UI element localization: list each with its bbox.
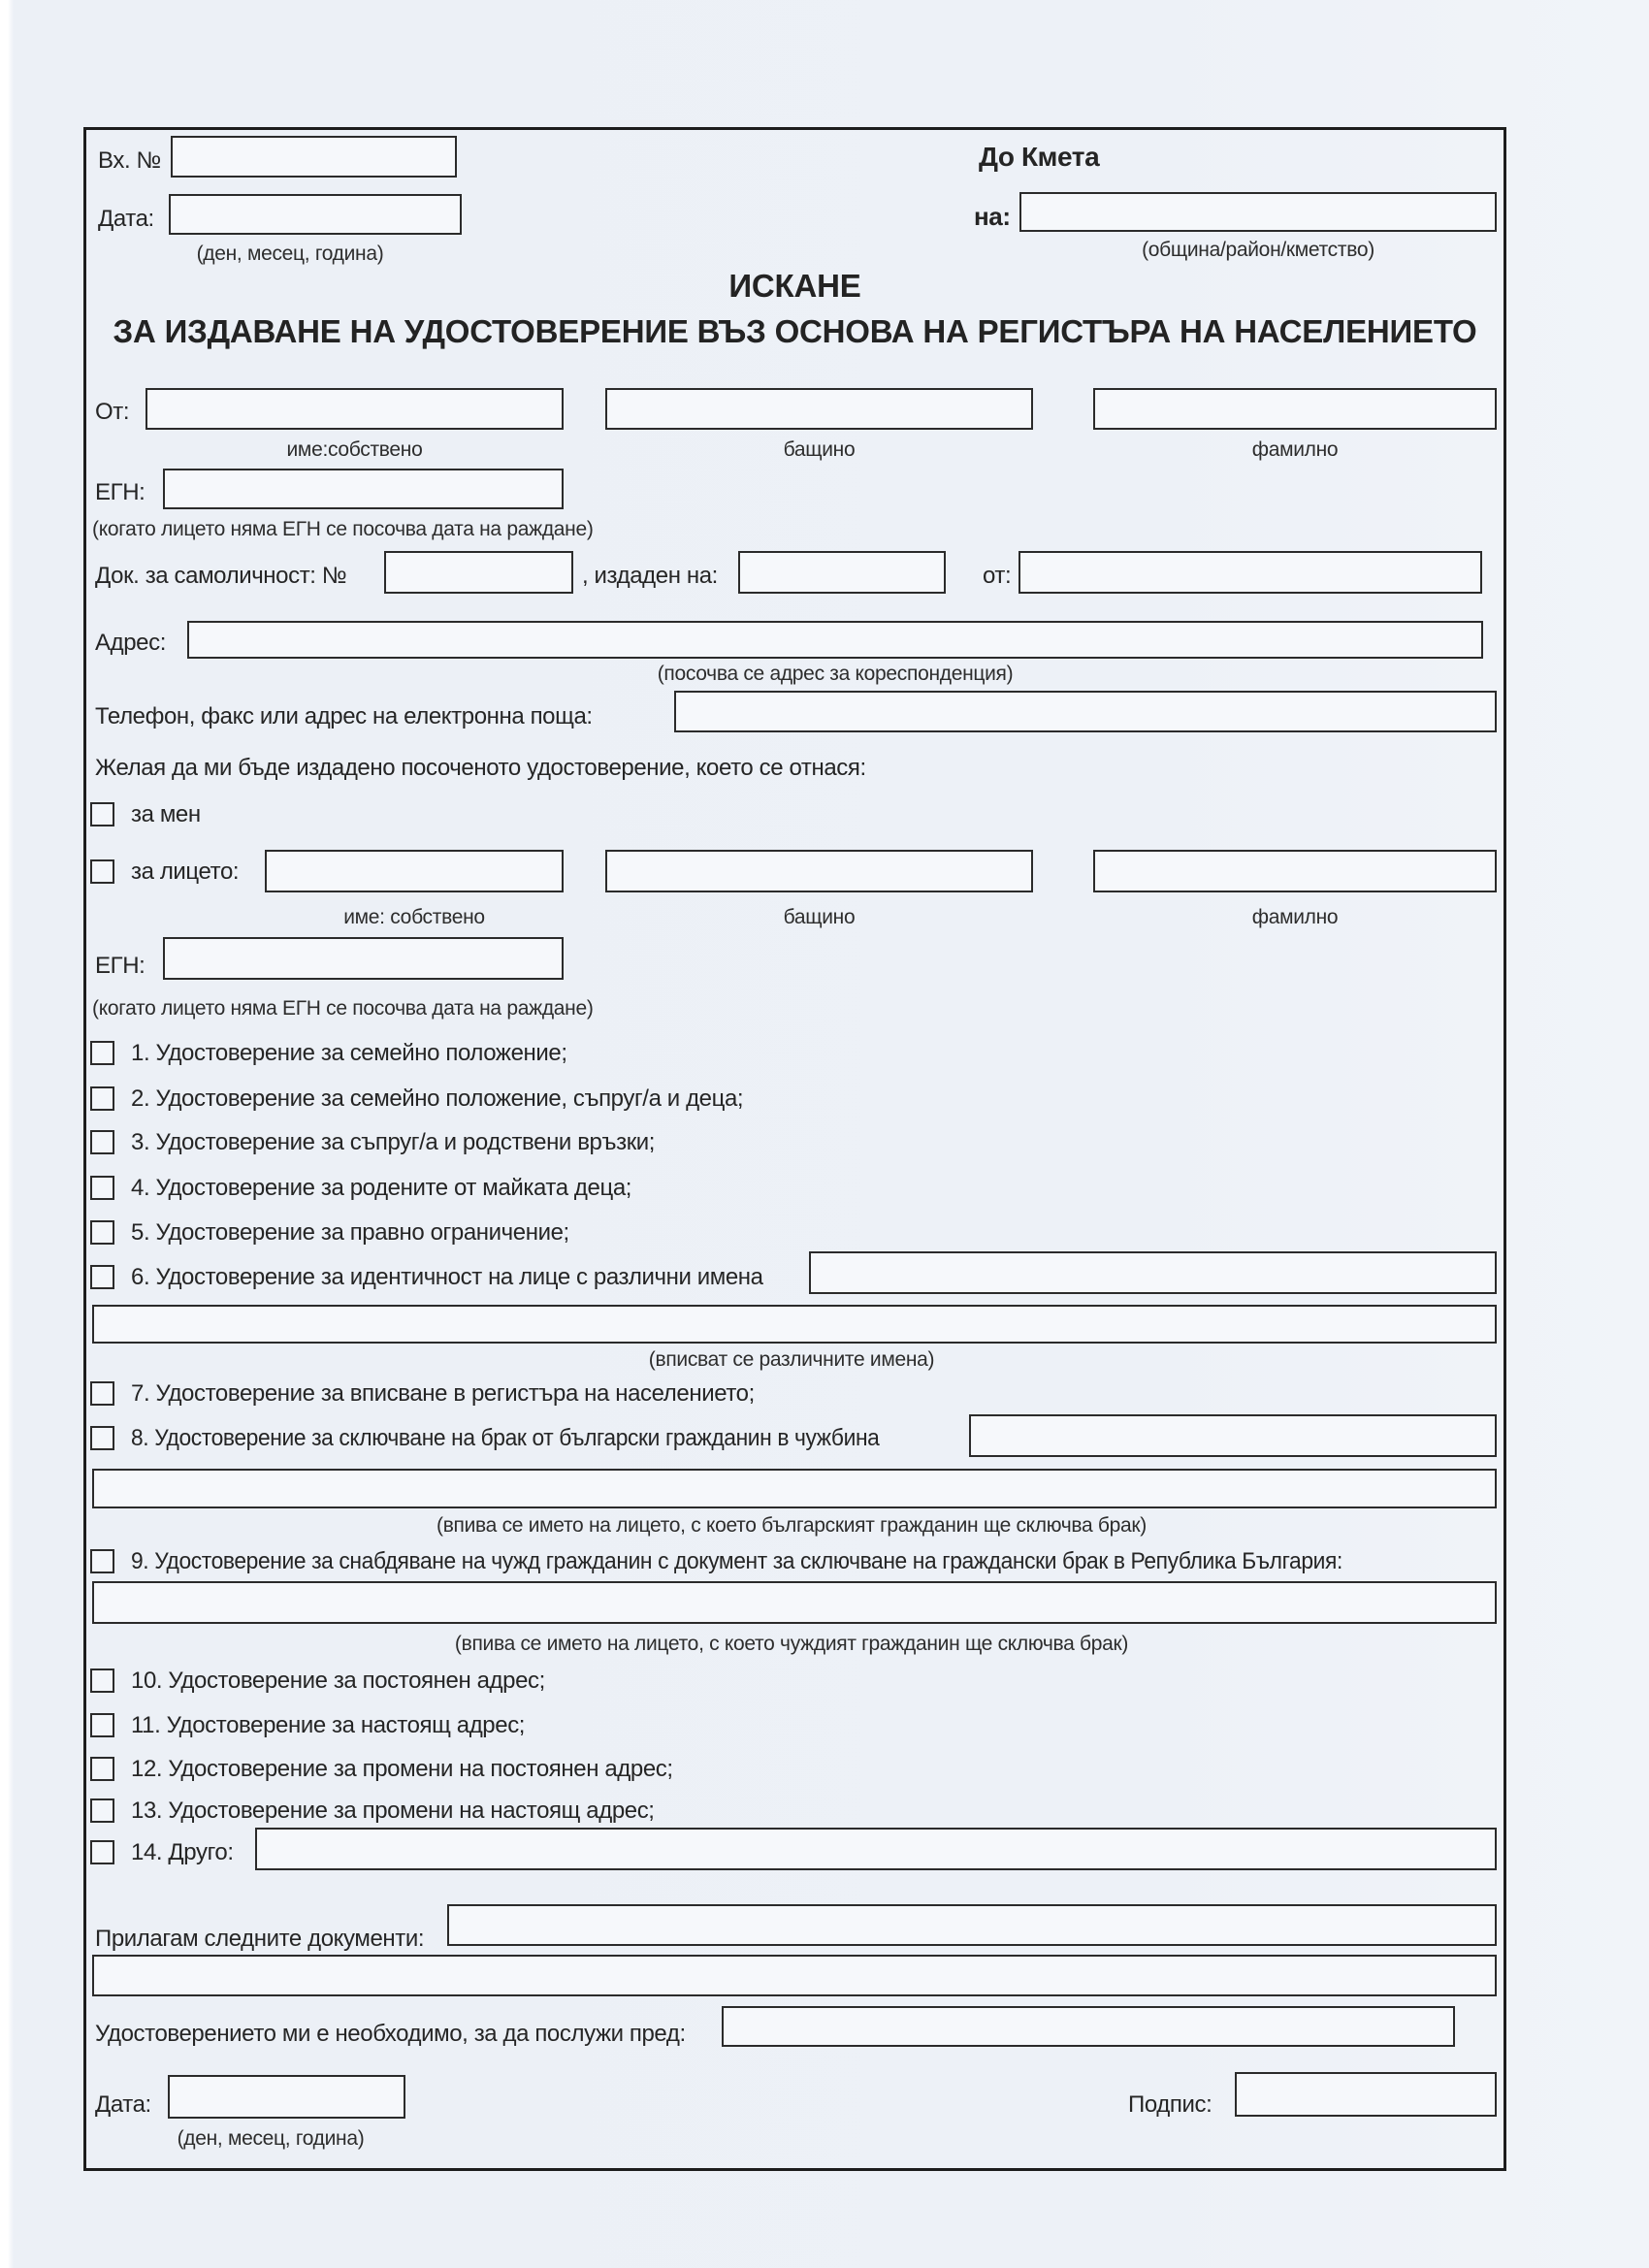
from-label: От: [95,399,130,425]
cert-9-spouse-input[interactable] [92,1581,1497,1624]
id-doc-label: Док. за самоличност: № [95,563,347,589]
person-egn-input[interactable] [163,937,564,980]
cert-6-label: 6. Удостоверение за идентичност на лице с различни имена [131,1264,763,1290]
cert-6-hint: (вписват се различните имена) [648,1348,935,1371]
for-me-row [90,801,201,828]
contact-input[interactable] [674,691,1497,732]
documents-label: Прилагам следните документи: [95,1926,425,1952]
cert-12-checkbox[interactable] [90,1757,114,1781]
person-middle-name-hint: бащино [783,906,856,928]
footer-date-label: Дата: [95,2091,151,2118]
cert-14-checkbox[interactable] [90,1840,114,1864]
cert-3-label: 3. Удостоверение за съпруг/а и родствени връзки; [131,1129,656,1155]
cert-item-1 [90,1040,567,1067]
cert-item-3 [90,1129,655,1156]
cert-item-11 [90,1712,525,1739]
contact-label: Телефон, факс или адрес на електронна поща: [95,703,593,729]
cert-13-label: 13. Удостоверение за промени на настоящ адрес; [131,1798,655,1824]
cert-7-label: 7. Удостоверение за вписване в регистъра на населението; [131,1380,755,1407]
date-input[interactable] [169,194,462,235]
purpose-input[interactable] [722,2006,1455,2047]
cert-14-label: 14. Друго: [131,1839,234,1865]
cert-8-hint: (впива се името на лицето, с което българският гражданин ще сключва брак) [436,1514,1147,1537]
form-title: ИСКАНЕ [728,268,861,304]
cert-11-label: 11. Удостоверение за настоящ адрес; [131,1712,526,1738]
person-egn-hint: (когато лицето няма ЕГН се посочва дата на раждане) [92,997,594,1020]
issuer-input[interactable] [1018,551,1482,594]
cert-8-checkbox[interactable] [90,1426,114,1450]
cert-item-2 [90,1085,743,1113]
cert-12-label: 12. Удостоверение за промени на постоянен адрес; [131,1756,673,1782]
cert-8-label: 8. Удостоверение за сключване на брак от български гражданин в чужбина [131,1425,880,1451]
address-input[interactable] [187,621,1483,659]
cert-item-10 [90,1668,545,1695]
egn-label: ЕГН: [95,479,146,505]
cert-item-4 [90,1175,631,1202]
cert-item-9 [90,1548,1406,1575]
applicant-first-name-hint: име:собствено [286,438,423,461]
cert-3-checkbox[interactable] [90,1130,114,1154]
footer-date-hint: (ден, месец, година) [177,2127,365,2150]
address-hint: (посочва се адрес за кореспонденция) [657,663,1014,685]
documents-input[interactable] [447,1904,1497,1946]
cert-8-spouse-input[interactable] [969,1414,1497,1457]
issued-by-label: от: [983,563,1012,589]
cert-6-names-extra-input[interactable] [92,1305,1497,1344]
person-last-name-hint: фамилно [1251,906,1339,928]
person-first-name-input[interactable] [265,850,564,892]
cert-5-label: 5. Удостоверение за правно ограничение; [131,1219,569,1246]
person-first-name-hint: име: собствено [343,906,485,928]
cert-item-13 [90,1798,655,1825]
footer-date-input[interactable] [168,2075,405,2119]
signature-label: Подпис: [1128,2091,1212,2118]
person-middle-name-input[interactable] [605,850,1033,892]
date-hint: (ден, месец, година) [196,243,384,265]
cert-8-spouse-extra-input[interactable] [92,1469,1497,1508]
cert-2-checkbox[interactable] [90,1086,114,1111]
cert-10-checkbox[interactable] [90,1669,114,1693]
cert-9-hint: (впива се името на лицето, с което чуждият гражданин ще сключва брак) [454,1633,1129,1655]
cert-14-other-input[interactable] [255,1828,1497,1870]
cert-6-names-input[interactable] [809,1251,1497,1294]
for-person-row [90,859,239,886]
entry-number-label: Вх. № [98,147,161,174]
documents-extra-input[interactable] [92,1955,1497,1996]
cert-9-checkbox[interactable] [90,1549,114,1573]
cert-11-checkbox[interactable] [90,1713,114,1737]
cert-item-6 [90,1264,763,1291]
cert-10-label: 10. Удостоверение за постоянен адрес; [131,1668,545,1694]
signature-input[interactable] [1235,2072,1497,2117]
cert-1-checkbox[interactable] [90,1041,114,1065]
date-label: Дата: [98,206,154,232]
cert-6-checkbox[interactable] [90,1265,114,1289]
cert-9-label: 9. Удостоверение за снабдяване на чужд гражданин с документ за сключване на граждански брак в Република България: [131,1548,1342,1574]
person-last-name-input[interactable] [1093,850,1497,892]
addressee-label: До Кмета [979,142,1100,172]
request-intro: Желая да ми бъде издадено посоченото удостоверение, което се отнася: [95,755,866,781]
request-form [83,127,1506,2171]
entry-number-input[interactable] [171,136,457,178]
of-label: на: [974,202,1011,231]
form-subtitle: ЗА ИЗДАВАНЕ НА УДОСТОВЕРЕНИЕ ВЪЗ ОСНОВА НА РЕГИСТЪРА НА НАСЕЛЕНИЕТО [113,313,1477,349]
municipality-hint: (община/район/кметство) [1142,239,1374,261]
cert-4-checkbox[interactable] [90,1176,114,1200]
cert-item-5 [90,1219,569,1247]
issued-on-label: , издаден на: [582,563,718,589]
cert-item-12 [90,1756,673,1783]
applicant-first-name-input[interactable] [146,388,564,430]
for-person-checkbox[interactable] [90,859,114,884]
cert-5-checkbox[interactable] [90,1220,114,1245]
for-person-label: за лицето: [131,859,240,885]
applicant-middle-name-hint: бащино [783,438,856,461]
applicant-middle-name-input[interactable] [605,388,1033,430]
cert-item-7 [90,1380,755,1408]
cert-item-14 [90,1839,234,1866]
cert-2-label: 2. Удостоверение за семейно положение, съпруг/а и деца; [131,1085,744,1112]
cert-7-checkbox[interactable] [90,1381,114,1406]
cert-item-8 [90,1425,919,1452]
cert-1-label: 1. Удостоверение за семейно положение; [131,1040,567,1066]
address-label: Адрес: [95,630,166,656]
cert-4-label: 4. Удостоверение за родените от майката деца; [131,1175,632,1201]
person-egn-label: ЕГН: [95,953,146,979]
applicant-last-name-hint: фамилно [1251,438,1339,461]
egn-input[interactable] [163,469,564,509]
id-doc-number-input[interactable] [384,551,573,594]
issue-date-input[interactable] [738,551,946,594]
applicant-last-name-input[interactable] [1093,388,1497,430]
purpose-label: Удостоверението ми е необходимо, за да послужи пред: [95,2021,686,2047]
egn-hint: (когато лицето няма ЕГН се посочва дата на раждане) [92,518,594,540]
municipality-input[interactable] [1019,192,1497,232]
for-me-label: за мен [131,801,201,827]
for-me-checkbox[interactable] [90,802,114,826]
cert-13-checkbox[interactable] [90,1798,114,1823]
